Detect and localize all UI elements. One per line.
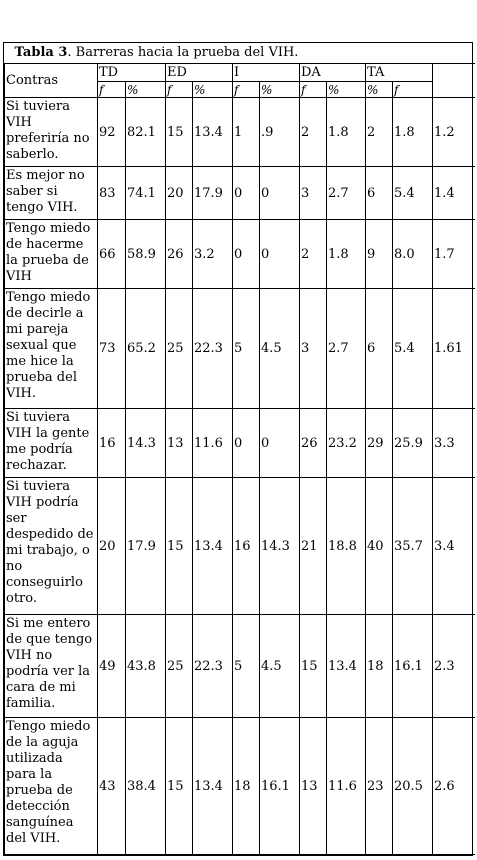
cell-value: 58.9	[126, 220, 166, 289]
subheader-f: f	[166, 82, 193, 98]
cell-value: 1.8	[393, 98, 433, 167]
cell-value: 92	[98, 98, 126, 167]
cell-value: 8.0	[393, 220, 433, 289]
cell-value: 0	[260, 409, 300, 478]
cell-value: 35.7	[393, 478, 433, 615]
cell-value: 3.2	[193, 220, 233, 289]
cell-value: 82.1	[126, 98, 166, 167]
cell-value: 26	[300, 409, 327, 478]
cell-value: 0	[233, 220, 260, 289]
subheader-pct: %	[126, 82, 166, 98]
cell-value: 83	[98, 167, 126, 220]
cell-value: 14.3	[260, 478, 300, 615]
cell-value: 13.4	[193, 718, 233, 855]
header-empty	[433, 64, 475, 98]
cell-value: 0	[233, 409, 260, 478]
table-row	[5, 718, 475, 855]
cell-value: 11.6	[327, 718, 366, 855]
table-row	[5, 167, 475, 220]
header-group-i: I	[233, 64, 300, 82]
cell-value: 13.4	[193, 478, 233, 615]
cell-value: 23.2	[327, 409, 366, 478]
header-group-td: TD	[98, 64, 166, 82]
cell-value: 25	[166, 289, 193, 409]
cell-value: 15	[300, 615, 327, 718]
table-row	[5, 289, 475, 409]
cell-value: 5	[233, 615, 260, 718]
cell-value: 1.4	[433, 167, 475, 220]
table-caption	[5, 43, 475, 64]
cell-value: 14.3	[126, 409, 166, 478]
subheader-pct: %	[366, 82, 393, 98]
cell-value: 17.9	[193, 167, 233, 220]
barriers-table-container	[3, 42, 473, 856]
cell-value: 1	[233, 98, 260, 167]
row-label: Tengo miedo de hacerme la prueba de VIH	[5, 220, 98, 289]
cell-value: 16	[98, 409, 126, 478]
cell-value: 40	[366, 478, 393, 615]
cell-value: 5.4	[393, 289, 433, 409]
cell-value: 65.2	[126, 289, 166, 409]
row-label: Tengo miedo de la aguja utilizada para la prueba de detección sanguínea del VIH.	[5, 718, 98, 855]
cell-value: 16	[233, 478, 260, 615]
table-row	[5, 409, 475, 478]
cell-value: 11.6	[193, 409, 233, 478]
cell-value: 66	[98, 220, 126, 289]
cell-value: 1.8	[327, 220, 366, 289]
subheader-pct: %	[260, 82, 300, 98]
cell-value: 9	[366, 220, 393, 289]
cell-value: 43.8	[126, 615, 166, 718]
cell-value: 2	[300, 98, 327, 167]
cell-value: 74.1	[126, 167, 166, 220]
barriers-table	[4, 43, 475, 855]
cell-value: 6	[366, 289, 393, 409]
cell-value: 0	[260, 220, 300, 289]
cell-value: 1.7	[433, 220, 475, 289]
cell-value: 22.3	[193, 615, 233, 718]
cell-value: 4.5	[260, 289, 300, 409]
subheader-pct: %	[327, 82, 366, 98]
cell-value: 26	[166, 220, 193, 289]
subheader-f: f	[393, 82, 433, 98]
cell-value: 17.9	[126, 478, 166, 615]
cell-value: 1.8	[327, 98, 366, 167]
cell-value: 22.3	[193, 289, 233, 409]
cell-value: 29	[366, 409, 393, 478]
cell-value: 2.6	[433, 718, 475, 855]
cell-value: 3	[300, 289, 327, 409]
table-row	[5, 98, 475, 167]
header-contras: Contras	[5, 64, 98, 98]
cell-value: 0	[233, 167, 260, 220]
cell-value: 3.4	[433, 478, 475, 615]
cell-value: 25	[166, 615, 193, 718]
cell-value: 13.4	[327, 615, 366, 718]
cell-value: 4.5	[260, 615, 300, 718]
cell-value: 43	[98, 718, 126, 855]
table-row	[5, 615, 475, 718]
cell-value: 2	[300, 220, 327, 289]
cell-value: 5.4	[393, 167, 433, 220]
header-group-ta: TA	[366, 64, 433, 82]
cell-value: 20.5	[393, 718, 433, 855]
header-group-ed: ED	[166, 64, 233, 82]
header-group-da: DA	[300, 64, 366, 82]
cell-value: 20	[98, 478, 126, 615]
row-label: Tengo miedo de decirle a mi pareja sexual que me hice la prueba del VIH.	[5, 289, 98, 409]
cell-value: 25.9	[393, 409, 433, 478]
row-label: Si tuviera VIH la gente me podría rechazar.	[5, 409, 98, 478]
row-label: Si tuviera VIH podría ser despedido de mi trabajo, o no conseguirlo otro.	[5, 478, 98, 615]
cell-value: 2.7	[327, 289, 366, 409]
cell-value: 15	[166, 478, 193, 615]
cell-value: 3.3	[433, 409, 475, 478]
cell-value: 49	[98, 615, 126, 718]
subheader-f: f	[98, 82, 126, 98]
cell-value: 1.61	[433, 289, 475, 409]
cell-value: 2.3	[433, 615, 475, 718]
subheader-f: f	[233, 82, 260, 98]
table-row	[5, 220, 475, 289]
cell-value: 3	[300, 167, 327, 220]
caption-text: . Barreras hacia la prueba del VIH.	[67, 45, 299, 60]
subheader-pct: %	[193, 82, 233, 98]
cell-value: 13	[166, 409, 193, 478]
cell-value: 18	[233, 718, 260, 855]
row-label: Es mejor no saber si tengo VIH.	[5, 167, 98, 220]
cell-value: 38.4	[126, 718, 166, 855]
cell-value: 23	[366, 718, 393, 855]
table-row	[5, 478, 475, 615]
caption-label: Tabla 3	[14, 45, 68, 60]
cell-value: 20	[166, 167, 193, 220]
cell-value: 18.8	[327, 478, 366, 615]
row-label: Si tuviera VIH preferiría no saberlo.	[5, 98, 98, 167]
cell-value: 2	[366, 98, 393, 167]
cell-value: 21	[300, 478, 327, 615]
cell-value: 18	[366, 615, 393, 718]
cell-value: 15	[166, 718, 193, 855]
cell-value: 16.1	[393, 615, 433, 718]
cell-value: 2.7	[327, 167, 366, 220]
subheader-f: f	[300, 82, 327, 98]
row-label: Si me entero de que tengo VIH no podría ver la cara de mi familia.	[5, 615, 98, 718]
cell-value: 73	[98, 289, 126, 409]
cell-value: 13	[300, 718, 327, 855]
cell-value: 16.1	[260, 718, 300, 855]
cell-value: 1.2	[433, 98, 475, 167]
cell-value: 5	[233, 289, 260, 409]
cell-value: 6	[366, 167, 393, 220]
cell-value: 15	[166, 98, 193, 167]
cell-value: .9	[260, 98, 300, 167]
cell-value: 13.4	[193, 98, 233, 167]
cell-value: 0	[260, 167, 300, 220]
